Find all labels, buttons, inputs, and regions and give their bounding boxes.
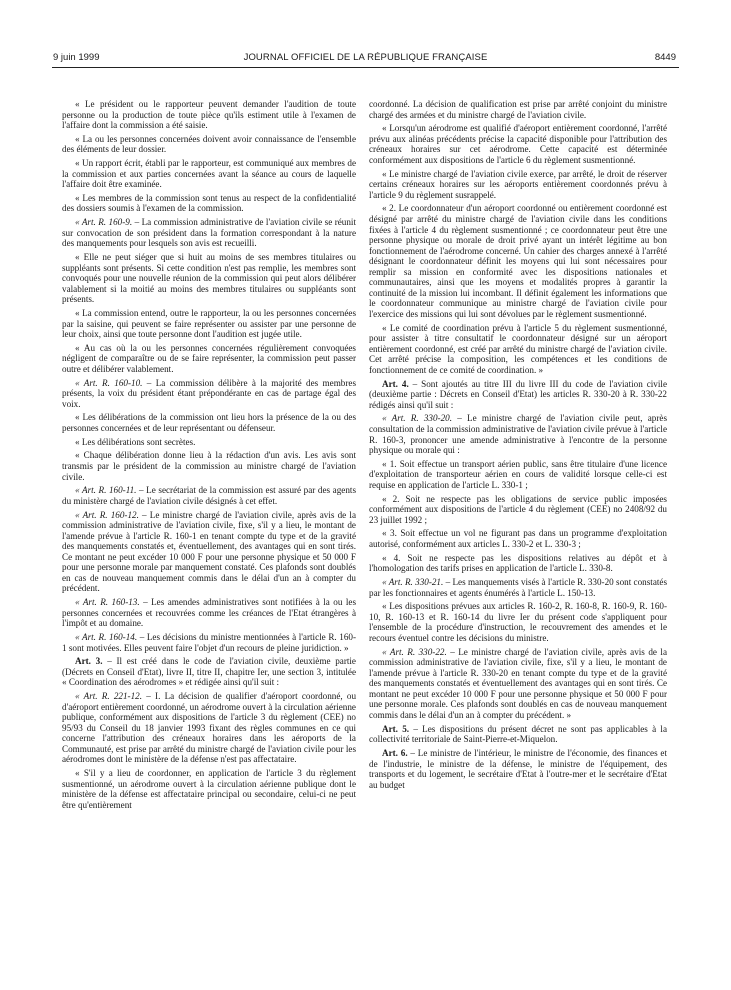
article-reference: « Art. R. 330-21. xyxy=(382,577,444,588)
journal-title: JOURNAL OFFICIEL DE LA RÉPUBLIQUE FRANÇAISE xyxy=(243,52,488,63)
page-number: 8449 xyxy=(654,52,676,63)
header-date: 9 juin 1999 xyxy=(53,52,100,63)
paragraph xyxy=(62,193,356,214)
paragraph xyxy=(369,123,667,165)
paragraph xyxy=(62,656,356,688)
paragraph-text: – Sont ajoutés au titre III du livre III du code de l'aviation civile (deuxième partie : Décrets en Conseil d'Etat) les articles R. 330-20 à R. 330-22 rédigés ainsi qu'il suit : xyxy=(369,378,667,410)
paragraph-text: « Les dispositions prévues aux articles R. 160-2, R. 160-8, R. 160-9, R. 160-10, R. 160-13 et R. 160-14 du livre Ier du présent code s'appliquent pour l'ensemble de la procédure d'instruction, le recouvrement des amendes et le recours éventuel contre les décisions du ministre. xyxy=(369,601,667,643)
paragraph-text: « 3. Soit effectue un vol ne figurant pas dans un programme d'exploitation autorisé, conformément aux articles L. 330-2 et L. 330-3 ; xyxy=(369,528,667,550)
paragraph xyxy=(369,748,667,790)
paragraph-text: « 4. Soit ne respecte pas les dispositions relatives au dépôt et à l'homologation des tarifs prises en application de l'article L. 330-8. xyxy=(369,552,667,574)
paragraph xyxy=(62,597,356,629)
paragraph xyxy=(369,99,667,120)
paragraph-text: – La commission délibère à la majorité des membres présents, la voix du président étant prépondérante en cas de partage égal des voix. xyxy=(62,377,356,409)
article-reference: « Art. R. 160-13. xyxy=(75,597,140,608)
paragraph xyxy=(62,217,356,249)
paragraph-text: « Elle ne peut siéger que si huit au moins de ses membres titulaires ou suppléants sont présents. Si cette condition n'est pas remplie, les membres sont convoqués pour une nouvelle réunion de la commission qui peut alors délibérer valablement si la moitié au moins des membres titulaires ou suppléants sont présents. xyxy=(62,252,356,305)
left-column xyxy=(62,99,356,968)
paragraph xyxy=(62,412,356,433)
paragraph-text: – Le ministre chargé de l'aviation civile peut, après consultation de la commission administrative de l'aviation civile prévue à l'article R. 160-3, prononcer une amende administrative à l'encontre de la personne physique ou morale qui : xyxy=(369,413,667,456)
paragraph-text: – I. La décision de qualifier d'aéroport coordonné, ou d'aéroport entièrement coordonné, un aérodrome ouvert à la circulation aérienne publique, conformément aux dispositions de l'article 3 du règlement (CEE) no 95/93 du Conseil du 18 janvier 1993 fixant des règles communes en ce qui concerne l'attribution des créneaux horaires dans les aéroports de la Communauté, est prise par arrêté du ministre chargé de l'aviation civile pour les aérodromes dont le ministère de la défense n'est pas affectataire. xyxy=(62,691,356,765)
paragraph-text: – Il est créé dans le code de l'aviation civile, deuxième partie (Décrets en Conseil d'Etat), livre II, titre II, chapitre Ier, une section 3, intitulée « Coordination des aérodromes » et rédigée ainsi qu'il suit : xyxy=(62,656,356,688)
paragraph-text: – La commission administrative de l'aviation civile se réunit sur convocation de son président dans la formation correspondant à la nature des manquements pour lesquels son avis est recueilli. xyxy=(62,217,356,249)
paragraph-text: « Les délibérations sont secrètes. xyxy=(75,436,196,447)
paragraph xyxy=(369,528,667,549)
paragraph-text: « Les membres de la commission sont tenus au respect de la confidentialité des dossiers soumis à l'examen de la commission. xyxy=(62,192,356,214)
article-number: Art. 6. xyxy=(382,747,408,758)
paragraph xyxy=(62,691,356,765)
article-reference: « Art. R. 160-14. xyxy=(75,631,138,642)
article-reference: « Art. R. 330-20. xyxy=(382,413,453,424)
paragraph-text: – Le ministre chargé de l'aviation civile, après avis de la commission administrative de l'aviation civile, fixe, s'il y a lieu, le montant de l'amende prévue à l'article R. 160-1 en tenant compte du type et de la gravité des manquements constatés et, éventuellement, des avantages qui en sont tirés. Ce montant ne peut excéder 10 000 F pour une personne physique et 50 000 F pour une personne morale par manquement constaté. Ces plafonds sont doublés en cas de nouveau manquement commis dans le délai d'un an à compter du précédent. xyxy=(62,509,356,594)
paragraph-text: « 1. Soit effectue un transport aérien public, sans être titulaire d'une licence d'exploitation de transporteur aérien en cours de validité lorsque celle-ci est requise en application de l'article L. 330-1 ; xyxy=(369,458,667,490)
paragraph xyxy=(369,413,667,455)
paragraph xyxy=(62,252,356,305)
paragraph-text: coordonné. La décision de qualification est prise par arrêté conjoint du ministre chargé des armées et du ministre chargé de l'aviation civile. xyxy=(369,99,667,120)
paragraph xyxy=(369,169,667,201)
paragraph-text: « 2. Le coordonnateur d'un aéroport coordonné ou entièrement coordonné est désigné par arrêté du ministre chargé de l'aviation civile dans les conditions fixées à l'article 4 du règlement susmentionné ; ce coordonnateur peut être une personne physique ou morale de droit privé ayant un intérêt légitime au bon fonctionnement de l'aérodrome concerné. Un cahier des charges annexé à l'arrêté désignant le coordonnateur définit les moyens qui lui sont nécessaires pour remplir sa mission en conformité avec les dispositions nationales et communautaires, ainsi que les moyens et modalités propres à garantir la continuité de la mission lui incombant. Il définit également les informations que le coordonnateur communique au ministre chargé de l'aviation civile pour l'exercice des missions qui lui sont dévolues par le règlement susmentionné. xyxy=(369,203,667,319)
header-rule xyxy=(52,67,679,68)
paragraph-text: « Le comité de coordination prévu à l'article 5 du règlement susmentionné, pour assister à titre consultatif le coordonnateur désigné sur un aéroport entièrement coordonné, est créé par arrêté du ministre chargé de l'aviation civile. Cet arrêté précise la composition, les compétences et les conditions de fonctionnement de ce comité de coordination. » xyxy=(369,322,667,375)
article-reference: « Art. R. 160-9. xyxy=(75,217,133,228)
paragraph xyxy=(369,323,667,376)
paragraph-text: « S'il y a lieu de coordonner, en application de l'article 3 du règlement susmentionné, un aérodrome ouvert à la circulation aérienne publique dont le ministère de la défense est affectataire principal ou secondaire, celui-ci ne peut être qu'entièrement xyxy=(62,768,356,810)
paragraph xyxy=(62,632,356,653)
paragraph xyxy=(369,203,667,319)
article-reference: « Art. R. 330-22. xyxy=(382,646,447,657)
paragraph-text: « Au cas où la ou les personnes concernées régulièrement convoquées négligent de comparaître ou de se faire représenter, la commission peut passer outre et délibérer valablement. xyxy=(62,342,356,374)
article-reference: « Art. R. 160-10. xyxy=(75,377,143,388)
paragraph xyxy=(369,647,667,721)
article-reference: « Art. R. 160-11. xyxy=(75,485,137,496)
paragraph-text: – Le secrétariat de la commission est assuré par des agents du ministère chargé de l'aviation civile désignés à cet effet. xyxy=(62,485,356,506)
paragraph-text: « 2. Soit ne respecte pas les obligations de service public imposées conformément aux dispositions de l'article 4 du règlement (CEE) no 2408/92 du 23 juillet 1992 ; xyxy=(369,493,667,525)
paragraph-text: « Un rapport écrit, établi par le rapporteur, est communiqué aux membres de la commission et aux parties concernées avant la séance au cours de laquelle l'affaire doit être examinée. xyxy=(62,158,356,190)
paragraph-text: « La ou les personnes concernées doivent avoir connaissance de l'ensemble des éléments de leur dossier. xyxy=(62,133,356,155)
article-number: Art. 5. xyxy=(382,723,410,734)
article-number: Art. 3. xyxy=(75,656,103,667)
paragraph-text: – Le ministre chargé de l'aviation civile, après avis de la commission administrative de l'aviation civile, fixe, s'il y a lieu, le montant de l'amende prévue à l'article R. 330-20 en tenant compte du type et de la gravité des manquements constatés et éventuellement des avantages qui en sont tirés. Ce montant ne peut excéder 10 000 F pour une personne physique et 50 000 F pour une personne morale. Ces plafonds sont doublés en cas de nouveau manquement commis dans le délai d'un an à compter du précédent. » xyxy=(369,646,667,720)
paragraph xyxy=(62,768,356,810)
paragraph xyxy=(369,379,667,411)
paragraph xyxy=(369,494,667,526)
paragraph-text: « Les délibérations de la commission ont lieu hors la présence de la ou des personnes concernées et de leur représentant ou défenseur. xyxy=(62,412,356,433)
paragraph-text: « Le président ou le rapporteur peuvent demander l'audition de toute personne ou la production de toute pièce qu'ils estiment utile à l'examen de l'affaire dont la commission a été saisie. xyxy=(62,99,356,131)
article-number: Art. 4. xyxy=(382,378,409,389)
paragraph xyxy=(369,724,667,745)
paragraph-text: « Le ministre chargé de l'aviation civile exerce, par arrêté, le droit de réserver certains créneaux horaires sur les aéroports entièrement coordonnés prévu à l'article 9 du règlement susrappelé. xyxy=(369,168,667,200)
article-reference: « Art. R. 221-12. xyxy=(75,691,143,702)
paragraph xyxy=(62,485,356,506)
paragraph xyxy=(62,158,356,190)
paragraph xyxy=(62,134,356,155)
paragraph-text: – Le ministre de l'intérieur, le ministre de l'économie, des finances et de l'industrie, le ministre de la défense, le ministre de l'équipement, des transports et du logement, le secrétaire d'Etat à l'outre-mer et le secrétaire d'Etat au budget xyxy=(369,747,667,790)
paragraph-text: – Les décisions du ministre mentionnées à l'article R. 160-1 sont motivées. Elles peuvent faire l'objet d'un recours de pleine juridiction. » xyxy=(62,631,356,653)
paragraph xyxy=(62,450,356,482)
paragraph xyxy=(62,437,356,448)
right-column xyxy=(369,99,667,968)
paragraph xyxy=(62,99,356,131)
paragraph-text: – Les amendes administratives sont notifiées à la ou les personnes concernées et recouvrées comme les créances de l'Etat étrangères à l'impôt et au domaine. xyxy=(62,597,356,629)
paragraph-text: – Les dispositions du présent décret ne sont pas applicables à la collectivité territoriale de Saint-Pierre-et-Miquelon. xyxy=(369,723,667,745)
paragraph-text: – Les manquements visés à l'article R. 330-20 sont constatés par les fonctionnaires et agents énumérés à l'article L. 150-13. xyxy=(369,577,667,598)
paragraph xyxy=(62,510,356,594)
paragraph xyxy=(62,308,356,340)
paragraph xyxy=(369,459,667,491)
paragraph xyxy=(369,601,667,643)
paragraph xyxy=(369,577,667,598)
paragraph xyxy=(62,343,356,375)
paragraph-text: « La commission entend, outre le rapporteur, la ou les personnes concernées par la saisine, qui peuvent se faire représenter ou assister par une personne de leur choix, ainsi que toute personne dont l'audition est jugée utile. xyxy=(62,307,356,340)
paragraph xyxy=(62,378,356,410)
paragraph-text: « Chaque délibération donne lieu à la rédaction d'un avis. Les avis sont transmis par le président de la commission au ministre chargé de l'aviation civile. xyxy=(62,450,356,482)
article-reference: « Art. R. 160-12. xyxy=(75,509,139,520)
paragraph xyxy=(369,553,667,574)
page-header xyxy=(50,52,681,66)
paragraph-text: « Lorsqu'un aérodrome est qualifié d'aéroport entièrement coordonné, l'arrêté prévu aux alinéas précédents précise la capacité disponible pour l'attribution des créneaux horaires sur cet aérodrome. Cette capacité est déterminée conformément aux dispositions de l'article 6 du règlement susmentionné. xyxy=(369,123,667,165)
